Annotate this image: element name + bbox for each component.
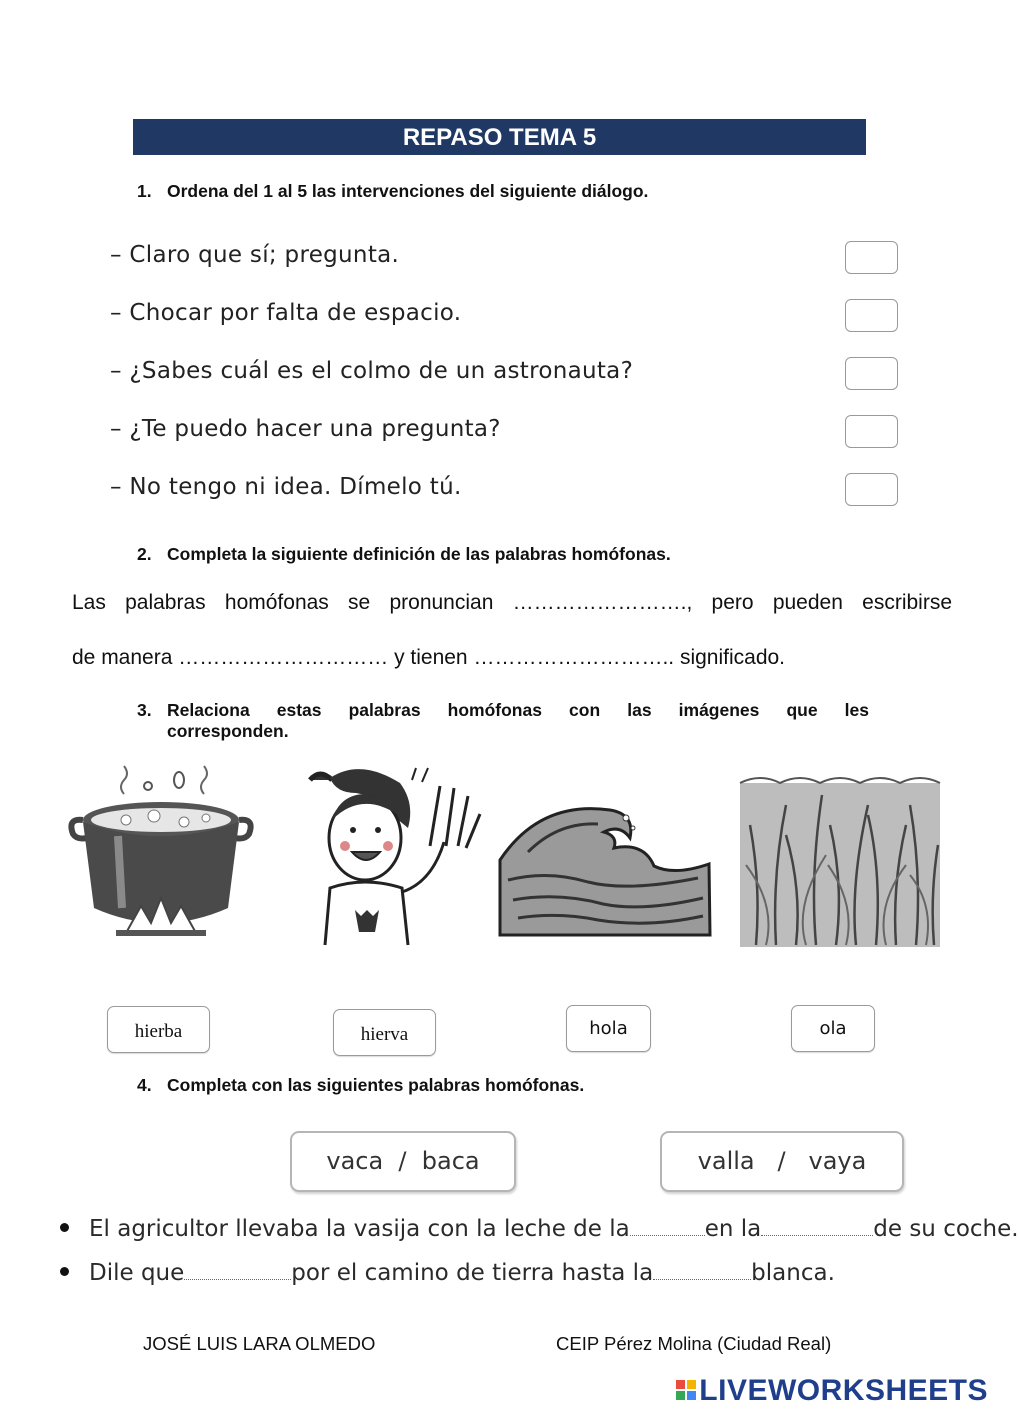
footer-author: JOSÉ LUIS LARA OLMEDO [143, 1333, 376, 1354]
word-pair-valla-vaya: valla / vaya [660, 1131, 904, 1192]
question-3-number: 3. [137, 700, 152, 720]
liveworksheets-logo[interactable] [675, 1374, 988, 1408]
word-tile-ola[interactable]: ola [791, 1005, 875, 1052]
dialog-line-5: – No tengo ni idea. Dímelo tú. [110, 474, 462, 500]
grass-image [736, 765, 944, 950]
question-1-number: 1. [137, 181, 152, 201]
footer-school: CEIP Pérez Molina (Ciudad Real) [556, 1333, 832, 1354]
question-1-title [137, 181, 648, 202]
dialog-line-4: – ¿Te puedo hacer una pregunta? [110, 416, 501, 442]
sentence-1-blank-2[interactable] [761, 1213, 873, 1236]
order-answer-box-1[interactable] [845, 241, 898, 274]
sentence-2-blank-2[interactable] [653, 1257, 751, 1280]
question-2-number: 2. [137, 544, 152, 564]
question-3-title [137, 700, 869, 742]
sentence-2-blank-1[interactable] [184, 1257, 291, 1280]
cooking-pot-image [66, 758, 256, 943]
sentence-1-part-c: de su coche. [873, 1216, 1019, 1242]
sentence-1 [60, 1213, 1019, 1242]
dialog-line-3: – ¿Sabes cuál es el colmo de un astronauta? [110, 358, 634, 384]
question-2-text: Completa la siguiente definición de las palabras homófonas. [167, 544, 671, 564]
dialog-line-2: – Chocar por falta de espacio. [110, 300, 462, 326]
question-3-text-line-1: Relaciona estas palabras homófonas con las imágenes que les [167, 700, 869, 720]
liveworksheets-brand: LIVEWORKSHEETS [699, 1374, 988, 1407]
word-tile-hierva[interactable]: hierva [333, 1009, 436, 1056]
order-answer-box-5[interactable] [845, 473, 898, 506]
question-4-title [137, 1075, 584, 1096]
definition-line-2[interactable]: de manera ………………………… y tienen ……………………….. significado. [72, 646, 786, 669]
order-answer-box-3[interactable] [845, 357, 898, 390]
sentence-2-part-a: Dile que [89, 1260, 185, 1286]
question-4-number: 4. [137, 1075, 152, 1095]
sentence-1-part-b: en la [704, 1216, 762, 1242]
word-tile-hola[interactable]: hola [566, 1005, 651, 1052]
order-answer-box-2[interactable] [845, 299, 898, 332]
bullet-icon [60, 1267, 69, 1276]
sentence-2-part-c: blanca. [751, 1260, 835, 1286]
sentence-1-part-a: El agricultor llevaba la vasija con la leche de la [89, 1216, 630, 1242]
question-4-text: Completa con las siguientes palabras homófonas. [167, 1075, 585, 1095]
page-title: REPASO TEMA 5 [133, 119, 866, 155]
sentence-2 [60, 1257, 835, 1286]
bullet-icon [60, 1223, 69, 1232]
word-tile-hierba[interactable]: hierba [107, 1006, 210, 1053]
question-3-text-line-2: corresponden. [167, 721, 289, 741]
order-answer-box-4[interactable] [845, 415, 898, 448]
question-2-title [137, 544, 671, 565]
question-1-text: Ordena del 1 al 5 las intervenciones del siguiente diálogo. [167, 181, 649, 201]
liveworksheets-icon [675, 1379, 697, 1401]
sentence-1-blank-1[interactable] [630, 1213, 705, 1236]
sea-wave-image [498, 790, 713, 940]
dialog-line-1: – Claro que sí; pregunta. [110, 242, 400, 268]
sentence-2-part-b: por el camino de tierra hasta la [291, 1260, 654, 1286]
word-pair-vaca-baca: vaca / baca [290, 1131, 516, 1192]
girl-waving-image [290, 760, 490, 945]
definition-line-1[interactable]: Las palabras homófonas se pronuncian ……………………., pero pueden escribirse [72, 591, 952, 614]
